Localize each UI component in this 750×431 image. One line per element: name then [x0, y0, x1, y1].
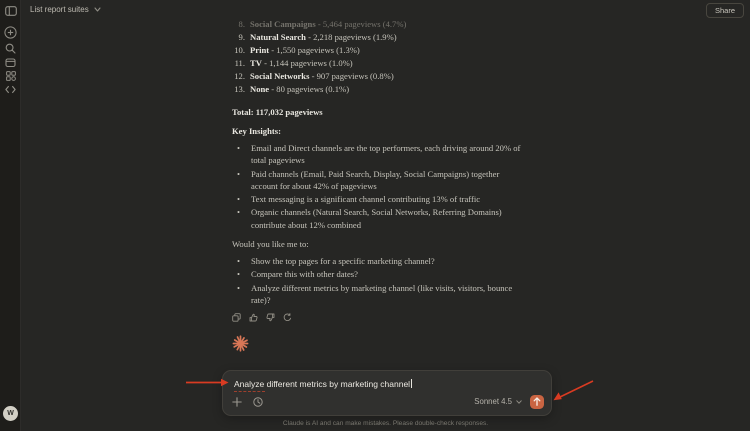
spellcheck-underline	[234, 390, 265, 392]
key-insights-list	[232, 142, 524, 231]
list-item: • Paid channels (Email, Paid Search, Display, Social Campaigns) together account for about 42% of pageviews	[237, 168, 500, 191]
chevron-down-icon	[516, 400, 522, 404]
claude-logo-icon	[232, 335, 249, 352]
message-composer[interactable]	[222, 370, 552, 416]
thumbs-up-icon[interactable]	[249, 313, 258, 322]
new-chat-icon[interactable]	[4, 26, 17, 39]
message-actions	[232, 313, 524, 322]
list-item: • Compare this with other dates?	[237, 269, 358, 280]
sidebar-toggle-icon[interactable]	[4, 4, 17, 17]
text-cursor	[411, 379, 412, 388]
key-insights-heading: Key Insights:	[232, 126, 281, 136]
channel-ranking-list	[232, 18, 524, 96]
conversation-title-picker[interactable]	[30, 3, 101, 16]
search-icon[interactable]	[4, 42, 17, 55]
list-item: • Email and Direct channels are the top performers, each driving around 20% of total pageviews	[237, 143, 521, 166]
page-title: List report suites	[30, 5, 89, 14]
list-item: 10. Print - 1,550 pageviews (1.3%)	[234, 45, 360, 55]
list-item: 12. Social Networks - 907 pageviews (0.8%)	[234, 71, 394, 81]
list-item: 9. Natural Search - 2,218 pageviews (1.9%)	[238, 32, 397, 42]
send-button[interactable]	[530, 395, 544, 409]
sidebar	[0, 0, 21, 431]
followup-suggestions-list	[232, 255, 524, 306]
connectors-grid-icon[interactable]	[4, 69, 17, 82]
list-item: 13. None - 80 pageviews (0.1%)	[234, 84, 350, 94]
followup-intro: Would you like me to:	[232, 239, 309, 250]
history-clock-icon[interactable]	[253, 397, 263, 407]
thumbs-down-icon[interactable]	[266, 313, 275, 322]
annotation-arrow-right	[549, 376, 595, 404]
list-item: • Analyze different metrics by marketing channel (like visits, visitors, bounce rate)?	[237, 282, 513, 305]
chat-transcript	[232, 6, 524, 352]
total-pageviews: Total: 117,032 pageviews	[232, 107, 323, 117]
copy-icon[interactable]	[232, 313, 241, 322]
retry-icon[interactable]	[283, 313, 292, 322]
user-avatar[interactable]: W	[3, 406, 18, 421]
model-selector[interactable]	[474, 397, 522, 406]
arrow-up-icon	[533, 397, 541, 406]
ai-disclaimer: Claude is AI and can make mistakes. Please double-check responses.	[282, 420, 489, 427]
share-button[interactable]: Share	[706, 3, 744, 18]
projects-icon[interactable]	[4, 56, 17, 69]
model-label: Sonnet 4.5	[474, 397, 512, 406]
message-input[interactable]: Analyze different metrics by marketing channel	[234, 379, 411, 389]
chevron-down-icon	[94, 7, 101, 12]
list-item: • Show the top pages for a specific marketing channel?	[237, 256, 435, 267]
attach-plus-icon[interactable]	[232, 397, 242, 407]
list-item: • Text messaging is a significant channel contributing 13% of traffic	[237, 194, 481, 205]
list-item: 11. TV - 1,144 pageviews (1.0%)	[234, 58, 353, 68]
list-item: 8. Social Campaigns - 5,464 pageviews (4.7%)	[238, 19, 407, 29]
list-item: • Organic channels (Natural Search, Social Networks, Referring Domains) contribute about 12% combined	[237, 207, 502, 230]
code-icon[interactable]	[4, 83, 17, 96]
